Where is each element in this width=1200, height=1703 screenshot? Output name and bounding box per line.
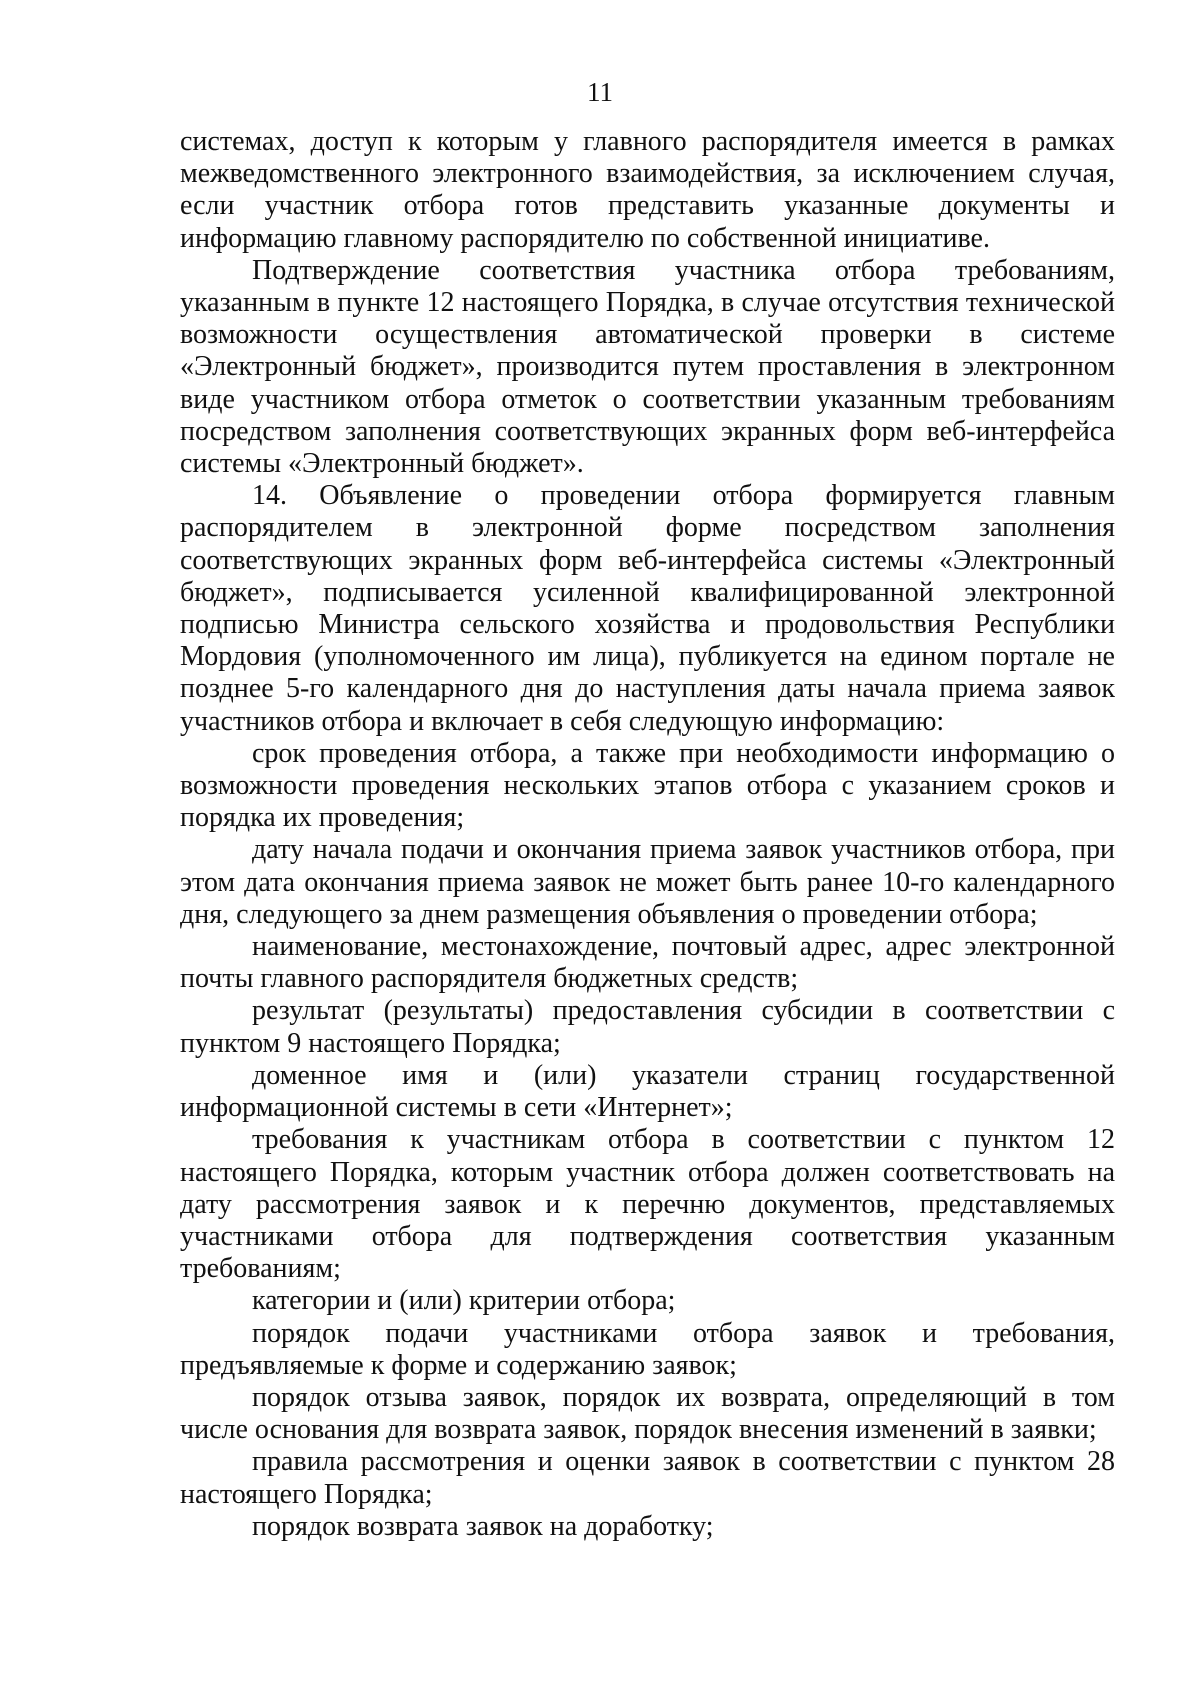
document-body [180,126,1115,1543]
list-item: порядок подачи участниками отбора заявок и требования, предъявляемые к форме и содержанию заявок; [180,1317,1115,1381]
paragraph: системах, доступ к которым у главного распорядителя имеется в рамках межведомственного электронного взаимодействия, за исключением случая, если участник отбора готов представить указанные документы и информацию главному распорядителю по собственной инициативе. [180,126,1115,254]
list-item: правила рассмотрения и оценки заявок в соответствии с пунктом 28 настоящего Порядка; [180,1446,1115,1510]
list-item: доменное имя и (или) указатели страниц государственной информационной системы в сети «Интернет»; [180,1059,1115,1124]
page-number: 11 [587,77,613,107]
list-item: наименование, местонахождение, почтовый адрес, адрес электронной почты главного распорядителя бюджетных средств; [180,931,1115,995]
list-item: категории и (или) критерии отбора; [252,1285,676,1317]
list-item: дату начала подачи и окончания приема заявок участников отбора, при этом дата окончания приема заявок не может быть ранее 10-го календарного дня, следующего за днем размещения объявления о проведении отбора; [180,834,1115,930]
list-item: порядок отзыва заявок, порядок их возврата, определяющий в том числе основания для возврата заявок, порядок внесения изменений в заявки; [180,1381,1115,1446]
list-item: срок проведения отбора, а также при необходимости информацию о возможности проведения нескольких этапов отбора с указанием сроков и порядка их проведения; [180,737,1115,834]
paragraph: Подтверждение соответствия участника отбора требованиям, указанным в пункте 12 настоящего Порядка, в случае отсутствия технической возможности осуществления автоматической проверки в системе «Электронный бюджет», производится путем проставления в электронном виде участником отбора отметок о соответствии указанным требованиям посредством заполнения соответствующих экранных форм веб-интерфейса системы «Электронный бюджет». [180,254,1115,480]
paragraph: 14. Объявление о проведении отбора формируется главным распорядителем в электронной форме посредством заполнения соответствующих экранных форм веб-интерфейса системы «Электронный бюджет», подписывается усиленной квалифицированной электронной подписью Министра сельского хозяйства и продовольствия Республики Мордовия (уполномоченного им лица), публикуется на едином портале не позднее 5-го календарного дня до наступления даты начала приема заявок участников отбора и включает в себя следующую информацию: [180,480,1115,737]
list-item: требования к участникам отбора в соответствии с пунктом 12 настоящего Порядка, которым участник отбора должен соответствовать на дату рассмотрения заявок и к перечню документов, представляемых участниками отбора для подтверждения соответствия указанным требованиям; [180,1124,1115,1285]
list-item: порядок возврата заявок на доработку; [252,1510,714,1542]
list-item: результат (результаты) предоставления субсидии в соответствии с пунктом 9 настоящего Порядка; [180,995,1115,1059]
